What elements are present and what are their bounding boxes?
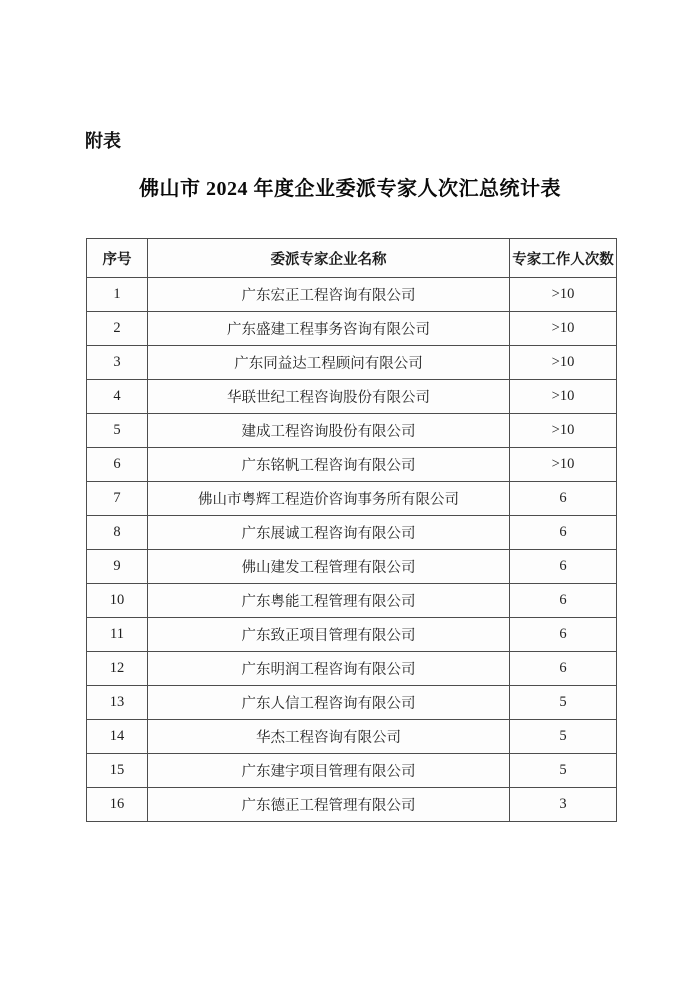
cell-count: >10 bbox=[510, 448, 617, 482]
cell-seq: 15 bbox=[87, 754, 148, 788]
cell-count: 3 bbox=[510, 788, 617, 822]
table-row bbox=[87, 652, 617, 686]
table-row bbox=[87, 754, 617, 788]
cell-count: 6 bbox=[510, 482, 617, 516]
expert-summary-table bbox=[86, 238, 617, 822]
table-row bbox=[87, 584, 617, 618]
table-row bbox=[87, 380, 617, 414]
cell-company: 广东展诚工程咨询有限公司 bbox=[148, 516, 510, 550]
cell-count: 6 bbox=[510, 550, 617, 584]
cell-company: 华杰工程咨询有限公司 bbox=[148, 720, 510, 754]
column-header-count: 专家工作人次数 bbox=[510, 239, 617, 278]
cell-seq: 10 bbox=[87, 584, 148, 618]
cell-company: 佛山市粤辉工程造价咨询事务所有限公司 bbox=[148, 482, 510, 516]
cell-seq: 16 bbox=[87, 788, 148, 822]
cell-company: 广东德正工程管理有限公司 bbox=[148, 788, 510, 822]
cell-seq: 6 bbox=[87, 448, 148, 482]
table-row bbox=[87, 482, 617, 516]
table-row bbox=[87, 414, 617, 448]
cell-count: >10 bbox=[510, 312, 617, 346]
cell-count: 6 bbox=[510, 516, 617, 550]
cell-count: >10 bbox=[510, 278, 617, 312]
cell-company: 广东宏正工程咨询有限公司 bbox=[148, 278, 510, 312]
page-title: 佛山市 2024 年度企业委派专家人次汇总统计表 bbox=[139, 178, 561, 200]
table-row bbox=[87, 516, 617, 550]
column-header-company: 委派专家企业名称 bbox=[148, 239, 510, 278]
cell-seq: 9 bbox=[87, 550, 148, 584]
cell-company: 佛山建发工程管理有限公司 bbox=[148, 550, 510, 584]
cell-seq: 5 bbox=[87, 414, 148, 448]
cell-seq: 11 bbox=[87, 618, 148, 652]
table-row bbox=[87, 448, 617, 482]
cell-seq: 8 bbox=[87, 516, 148, 550]
cell-company: 广东同益达工程顾问有限公司 bbox=[148, 346, 510, 380]
cell-seq: 7 bbox=[87, 482, 148, 516]
table-body bbox=[87, 278, 617, 822]
table-row bbox=[87, 720, 617, 754]
cell-company: 广东明润工程咨询有限公司 bbox=[148, 652, 510, 686]
cell-count: 6 bbox=[510, 618, 617, 652]
cell-company: 建成工程咨询股份有限公司 bbox=[148, 414, 510, 448]
table-row bbox=[87, 278, 617, 312]
appendix-label: 附表 bbox=[85, 131, 121, 151]
cell-company: 广东致正项目管理有限公司 bbox=[148, 618, 510, 652]
cell-count: 5 bbox=[510, 754, 617, 788]
cell-count: >10 bbox=[510, 414, 617, 448]
cell-count: 6 bbox=[510, 652, 617, 686]
cell-company: 广东人信工程咨询有限公司 bbox=[148, 686, 510, 720]
cell-count: >10 bbox=[510, 380, 617, 414]
cell-seq: 12 bbox=[87, 652, 148, 686]
cell-seq: 13 bbox=[87, 686, 148, 720]
cell-company: 华联世纪工程咨询股份有限公司 bbox=[148, 380, 510, 414]
column-header-seq: 序号 bbox=[87, 239, 148, 278]
cell-count: 5 bbox=[510, 720, 617, 754]
cell-company: 广东盛建工程事务咨询有限公司 bbox=[148, 312, 510, 346]
cell-company: 广东铭帆工程咨询有限公司 bbox=[148, 448, 510, 482]
table-header-row bbox=[87, 239, 617, 278]
table-row bbox=[87, 618, 617, 652]
cell-count: >10 bbox=[510, 346, 617, 380]
table-row bbox=[87, 686, 617, 720]
table-row bbox=[87, 346, 617, 380]
cell-seq: 4 bbox=[87, 380, 148, 414]
cell-seq: 3 bbox=[87, 346, 148, 380]
cell-count: 5 bbox=[510, 686, 617, 720]
cell-seq: 14 bbox=[87, 720, 148, 754]
table-row bbox=[87, 550, 617, 584]
cell-seq: 2 bbox=[87, 312, 148, 346]
cell-company: 广东粤能工程管理有限公司 bbox=[148, 584, 510, 618]
table-row bbox=[87, 312, 617, 346]
cell-company: 广东建宇项目管理有限公司 bbox=[148, 754, 510, 788]
table-row bbox=[87, 788, 617, 822]
cell-count: 6 bbox=[510, 584, 617, 618]
cell-seq: 1 bbox=[87, 278, 148, 312]
